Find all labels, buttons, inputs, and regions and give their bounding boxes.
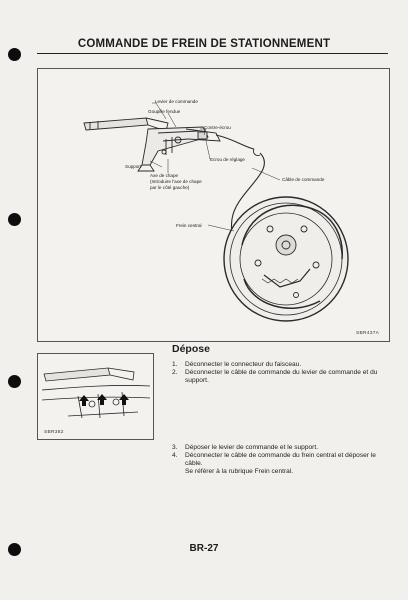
step-2-number: 2. [172,369,178,376]
label-axe-chape-2: (Introduire l'axe de chape [150,179,202,184]
step-4-text: Déconnecter le câble de commande du frein central et déposer le câble. [185,452,376,467]
main-figure [37,68,390,342]
figure-code-small: SBR382 [44,430,64,435]
step-3-text: Déposer le levier de commande et le support. [185,444,319,451]
label-support: Support [125,164,142,169]
step-4-number: 4. [172,452,178,459]
step-2 [172,369,397,387]
section-heading: Dépose [172,343,210,355]
step-1-text: Déconnecter le connecteur du faisceau. [185,361,302,368]
label-cable-commande: Câble de commande [282,177,325,182]
step-3-number: 3. [172,444,178,451]
label-goupille: Goupille fendue [148,109,181,114]
figure-code-main: SBR437A [356,331,380,336]
title-rule [37,53,388,54]
parking-brake-illustration [38,69,389,341]
label-axe-chape-3: par le côté gauche) [150,185,190,190]
label-ecrou-reglage: Ecrou de réglage [210,157,245,162]
small-figure [37,353,154,440]
label-levier: Levier de commande [155,99,198,104]
label-frein-central: Frein central [176,223,202,228]
binder-hole-3 [8,375,21,388]
lever-removal-illustration [38,354,153,439]
label-contre-ecrou: Contre-écrou [204,125,231,130]
step-4-note [185,468,397,478]
page-title: COMMANDE DE FREIN DE STATIONNEMENT [77,38,331,50]
step-1-number: 1. [172,361,178,368]
binder-hole-2 [8,213,21,226]
step-2-text: Déconnecter le câble de commande du levier de commande et du support. [185,369,378,384]
page-number: BR-27 [189,543,219,554]
label-axe-chape-1: Axe de chape [150,173,179,178]
step-4-note-text: Se référer à la rubrique Frein central. [185,468,294,475]
